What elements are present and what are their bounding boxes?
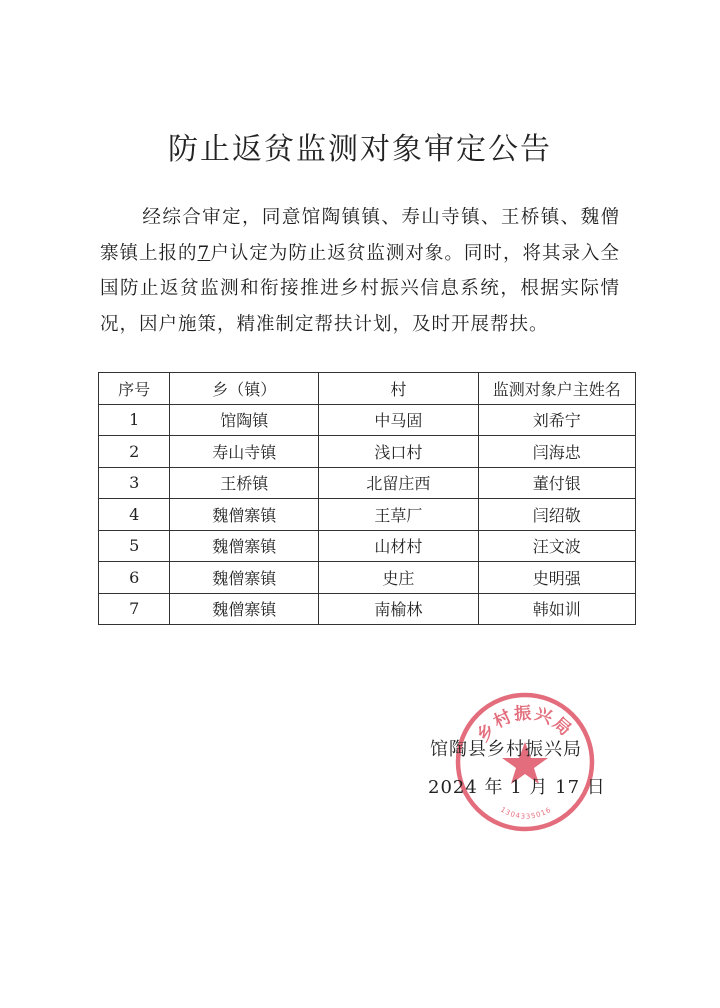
cell-householder: 闫绍敬 (478, 499, 635, 531)
household-count: 7 (197, 242, 211, 264)
cell-village: 中马固 (319, 404, 478, 436)
cell-town: 魏僧寨镇 (170, 530, 319, 562)
document-title: 防止返贫监测对象审定公告 (168, 132, 552, 167)
cell-town: 王桥镇 (170, 467, 319, 499)
issuer-name: 馆陶县乡村振兴局 (430, 739, 582, 760)
cell-village: 南榆林 (319, 593, 478, 625)
cell-town: 馆陶镇 (170, 404, 319, 436)
seal-code: 1304335016 (499, 805, 553, 821)
cell-no: 5 (99, 530, 170, 562)
table-row (99, 499, 636, 531)
cell-town: 寿山寺镇 (170, 436, 319, 468)
cell-no: 6 (99, 562, 170, 594)
header-no: 序号 (99, 373, 170, 405)
cell-no: 4 (99, 499, 170, 531)
cell-householder: 董付银 (478, 467, 635, 499)
cell-no: 3 (99, 467, 170, 499)
intro-before: 经综合审定，同意馆陶镇镇、寿山寺镇、王桥镇、魏僧寨镇上报的 (100, 207, 620, 264)
table-header-row (99, 373, 636, 405)
cell-householder: 汪文波 (478, 530, 635, 562)
table-row (99, 404, 636, 436)
official-seal-icon (453, 690, 597, 834)
cell-village: 北留庄西 (319, 467, 478, 499)
table-row (99, 593, 636, 625)
cell-no: 7 (99, 593, 170, 625)
cell-town: 魏僧寨镇 (170, 562, 319, 594)
cell-householder: 刘希宁 (478, 404, 635, 436)
cell-town: 魏僧寨镇 (170, 499, 319, 531)
cell-householder: 韩如训 (478, 593, 635, 625)
header-town: 乡（镇） (170, 373, 319, 405)
cell-no: 2 (99, 436, 170, 468)
header-village: 村 (319, 373, 478, 405)
cell-householder: 闫海忠 (478, 436, 635, 468)
cell-village: 王草厂 (319, 499, 478, 531)
table-row (99, 530, 636, 562)
cell-no: 1 (99, 404, 170, 436)
cell-village: 浅口村 (319, 436, 478, 468)
cell-town: 魏僧寨镇 (170, 593, 319, 625)
issue-date: 2024 年 1 月 17 日 (428, 777, 606, 798)
announcement-body (100, 200, 620, 342)
cell-village: 山材村 (319, 530, 478, 562)
table-row (99, 562, 636, 594)
seal-text: 乡村振兴局 (473, 703, 577, 746)
cell-householder: 史明强 (478, 562, 635, 594)
header-householder: 监测对象户主姓名 (478, 373, 635, 405)
intro-after: 户认定为防止返贫监测对象。同时，将其录入全国防止返贫监测和衔接推进乡村振兴信息系统，根据实际情况，因户施策，精准制定帮扶计划，及时开展帮扶。 (100, 242, 620, 335)
cell-village: 史庄 (319, 562, 478, 594)
table-row (99, 436, 636, 468)
table-row (99, 467, 636, 499)
monitoring-table (98, 372, 636, 625)
